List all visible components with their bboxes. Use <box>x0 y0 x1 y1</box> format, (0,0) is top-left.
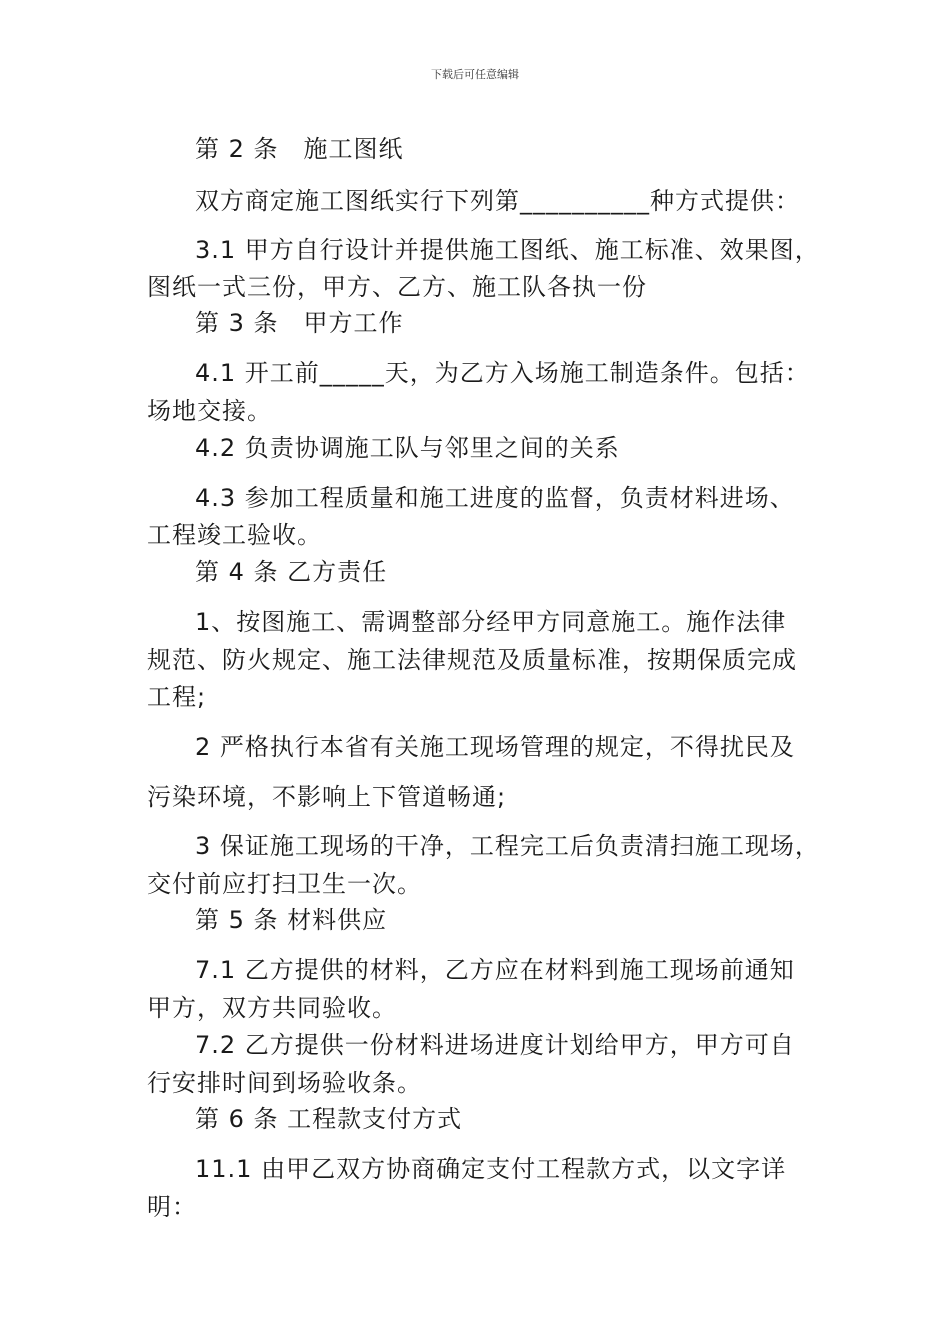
paragraph-line: 4.2 负责协调施工队与邻里之间的关系 <box>195 434 620 462</box>
paragraph-line: 7.2 乙方提供一份材料进场进度计划给甲方，甲方可自 <box>195 1031 795 1059</box>
article-2-title: 第 2 条 施工图纸 <box>195 135 404 163</box>
paragraph-line: 行安排时间到场验收条。 <box>147 1069 422 1097</box>
paragraph-line: 工程; <box>147 683 207 711</box>
paragraph-line: 3 保证施工现场的干净，工程完工后负责清扫施工现场， <box>195 832 820 860</box>
article-5-title: 第 5 条 材料供应 <box>195 906 388 934</box>
article-4-title: 第 4 条 乙方责任 <box>195 558 388 586</box>
paragraph-line: 甲方，双方共同验收。 <box>147 994 397 1022</box>
paragraph-line: 7.1 乙方提供的材料，乙方应在材料到施工现场前通知 <box>195 956 795 984</box>
paragraph-line: 场地交接。 <box>147 397 272 425</box>
paragraph-line: 4.1 开工前_____天，为乙方入场施工制造条件。包括： <box>195 359 810 387</box>
paragraph-line: 明： <box>147 1193 197 1221</box>
article-6-title: 第 6 条 工程款支付方式 <box>195 1105 463 1133</box>
paragraph-line: 1、按图施工、需调整部分经甲方同意施工。施作法律 <box>195 608 787 636</box>
paragraph-line: 11.1 由甲乙双方协商确定支付工程款方式，以文字详 <box>195 1155 787 1183</box>
paragraph-line: 双方商定施工图纸实行下列第__________种方式提供： <box>195 187 800 215</box>
page-header: 下载后可任意编辑 <box>431 68 519 81</box>
paragraph-line: 2 严格执行本省有关施工现场管理的规定，不得扰民及 <box>195 733 795 761</box>
paragraph-line: 规范、防火规定、施工法律规范及质量标准，按期保质完成 <box>147 646 797 674</box>
paragraph-line: 工程竣工验收。 <box>147 521 322 549</box>
paragraph-line: 图纸一式三份，甲方、乙方、施工队各执一份 <box>147 273 647 301</box>
article-3-title: 第 3 条 甲方工作 <box>195 309 404 337</box>
paragraph-line: 交付前应打扫卫生一次。 <box>147 870 422 898</box>
paragraph-line: 3.1 甲方自行设计并提供施工图纸、施工标准、效果图， <box>195 236 820 264</box>
paragraph-line: 污染环境，不影响上下管道畅通; <box>147 783 507 811</box>
paragraph-line: 4.3 参加工程质量和施工进度的监督，负责材料进场、 <box>195 484 795 512</box>
